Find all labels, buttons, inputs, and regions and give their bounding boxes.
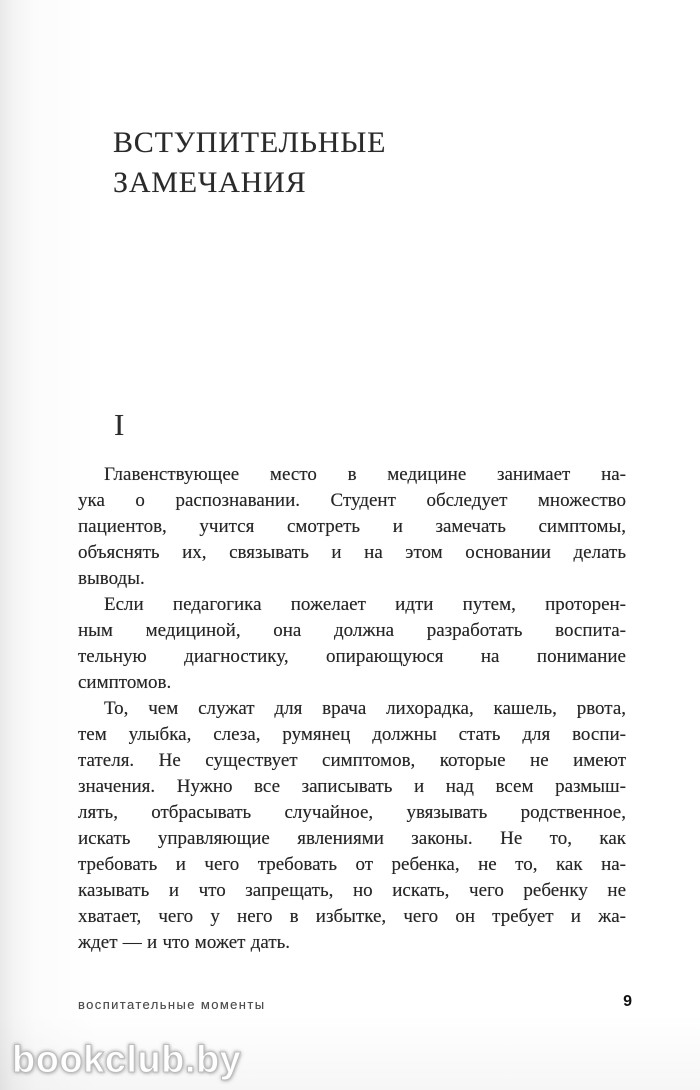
paragraph-1-line-2: ука о распознавании. Студент обследует множество — [78, 490, 626, 511]
chapter-title-line-1: ВСТУПИТЕЛЬНЫЕ — [113, 126, 387, 160]
paragraph-2-line-2: ным медициной, она должна разработать воспита- — [78, 620, 626, 641]
paragraph-2-line-1: Если педагогика пожелает идти путем, проторен- — [104, 594, 626, 615]
paragraph-2-line-3: тельную диагностику, опирающуюся на понимание — [78, 646, 626, 667]
paragraph-3-line-4: значения. Нужно все записывать и над всем размыш- — [78, 776, 626, 797]
footer-running-title: воспитательные моменты — [78, 997, 266, 1012]
section-numeral: I — [114, 407, 125, 442]
paragraph-3-line-1: То, чем служат для врача лихорадка, кашель, рвота, — [104, 698, 626, 719]
paragraph-3-line-5: лять, отбрасывать случайное, увязывать родственное, — [78, 802, 626, 823]
paragraph-1-line-1: Главенствующее место в медицине занимает на- — [104, 464, 626, 485]
paragraph-3-line-3: тателя. Не существует симптомов, которые не имеют — [78, 750, 626, 771]
paragraph-3-line-2: тем улыбка, слеза, румянец должны стать для воспи- — [78, 724, 626, 745]
watermark-bookclub: bookclub.by — [12, 1039, 242, 1081]
paragraph-1-line-5: выводы. — [78, 568, 145, 589]
paragraph-2-line-4: симптомов. — [78, 672, 172, 693]
footer-page-number: 9 — [623, 993, 632, 1010]
paragraph-1-line-3: пациентов, учится смотреть и замечать симптомы, — [78, 516, 626, 537]
paragraph-1-line-4: объяснять их, связывать и на этом основании делать — [78, 542, 626, 563]
paragraph-3-line-8: казывать и что запрещать, но искать, чего ребенку не — [78, 880, 626, 901]
paragraph-3-line-10: ждет — и что может дать. — [78, 932, 291, 953]
chapter-title — [113, 123, 386, 203]
chapter-title-line-2: ЗАМЕЧАНИЯ — [113, 166, 307, 200]
paragraph-3-line-9: хватает, чего у него в избытке, чего он требует и жа- — [78, 906, 626, 927]
body-text — [78, 462, 626, 956]
paragraph-3-line-7: требовать и чего требовать от ребенка, не то, как на- — [78, 854, 626, 875]
paragraph-3-line-6: искать управляющие явлениями законы. Не то, как — [78, 828, 626, 849]
